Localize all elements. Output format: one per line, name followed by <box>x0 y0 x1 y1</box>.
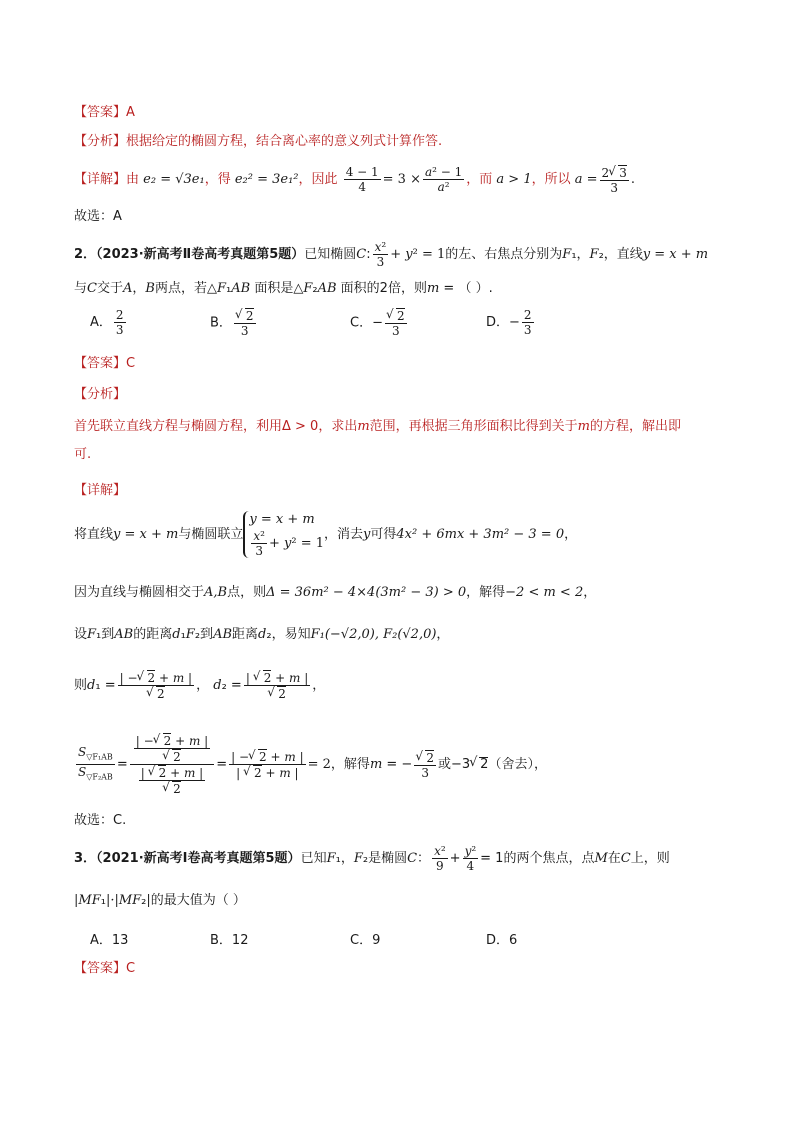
question-text: 的最大值为（ ） <box>150 893 246 908</box>
option-label: B． <box>210 315 232 331</box>
question-text: 已知 <box>300 851 327 866</box>
detail-text: 点，则 <box>227 585 267 600</box>
detail-text: 与椭圆联立 <box>178 527 244 542</box>
detail-line-1: 【详解】由 e₂ = √3e₁，得 e₂² = 3e₁²，因此 $\frac{4 - 1}{4}$ = 3 × $\frac{\text{a² − 1}}{\text{a²}}$ ，而 a > 1，所以 a = $\frac{2√ 3}{3}$ . <box>74 162 635 198</box>
detail-tag-2 <box>74 482 126 500</box>
question-text: 两点，若 <box>154 281 207 296</box>
fraction-2sqrt3-over-3: $\frac{2√ 3}{3}$ <box>600 165 629 195</box>
detail-text: 或 <box>437 757 451 772</box>
detail-text: （舍去）， <box>488 757 547 772</box>
detail-tag: 【详解】 <box>74 483 127 498</box>
detail-text: 到 <box>200 627 214 642</box>
answer-tag: 【答案】 <box>74 356 127 371</box>
equation-system: y = x + m $\frac{\text{x²}}{3}$ + y² = 1 <box>243 511 324 558</box>
detail-text: 距离 <box>232 627 259 642</box>
detail-step-3: 设F₁到AB的距离d₁F₂到AB距离d₂，易知F₁(−√2,0), F₂(√2,0)， <box>74 627 450 642</box>
option-b[interactable]: B． √ $\frac{2}{3}$ <box>210 308 258 338</box>
detail-step-1: 将直线y = x + m与椭圆联立 y = x + m $\frac{\text{x²}}{3}$ + y² = 1 ，消去y可得4x² + 6mx + 3m² − 3 = 0， <box>74 512 578 558</box>
question-text: 交于 <box>96 281 123 296</box>
detail-text: ，解得 <box>466 585 506 600</box>
eq-e2: e₂ = √3e₁ <box>143 172 205 187</box>
option-b[interactable]: B．12 <box>210 933 249 948</box>
distance-ratio: | −√ 2 + m | √ 2 | √ 2 + m | √ 2 <box>130 733 215 796</box>
fraction-a2-1-over-a2: $\frac{\text{a² − 1}}{\text{a²}}$ <box>424 165 463 194</box>
question-source: （2021·新高考Ⅰ卷高考真题第5题） <box>96 851 301 866</box>
fraction-x2-over-3: $\frac{\text{x²}}{3}$ <box>374 240 387 269</box>
detail-text: ，所以 <box>531 172 571 187</box>
detail-text: ，而 <box>466 172 493 187</box>
option-c[interactable]: C．− √ $\frac{2}{3}$ <box>350 308 409 338</box>
answer-value: C <box>126 356 136 371</box>
option-d[interactable]: D．− $\frac{2}{3}$ <box>486 308 532 337</box>
eq-equals-2: = 2 <box>307 757 331 772</box>
detail-text: ， <box>564 527 578 542</box>
detail-text: ，消去 <box>323 527 363 542</box>
detail-step-4: 则d₁ = | −√ 2 + m | √ 2 ， d₂ = | √ 2 + m | √ 2 ， <box>74 668 325 704</box>
area-ratio: $\frac{S_{▽F_1AB}}{S_{▽F_2AB}}$ <box>78 744 113 782</box>
detail-text: ， <box>312 678 326 693</box>
detail-text: ，因此 <box>298 172 338 187</box>
detail-text: ，得 <box>204 172 231 187</box>
eq-line: y = x + m <box>642 247 709 262</box>
analysis-tag: 【分析】 <box>74 387 127 402</box>
detail-text: 设 <box>74 627 88 642</box>
detail-text: 由 <box>126 172 140 187</box>
analysis-text-2: 首先联立直线方程与椭圆方程，利用Δ > 0，求出m范围，再根据三角形面积比得到关于m的方程，解出即 <box>74 419 682 434</box>
detail-text: 将直线 <box>74 527 114 542</box>
eq-discriminant: Δ = 36m² − 4×4(3m² − 3) > 0 <box>266 585 467 600</box>
option-label: C． <box>350 315 373 331</box>
detail-text: ， <box>196 678 210 693</box>
eq-quadratic: 4x² + 6mx + 3m² − 3 = 0 <box>396 527 565 542</box>
question-number: 3． <box>74 851 97 866</box>
question-text: 与 <box>74 281 88 296</box>
detail-text: ，解得 <box>330 757 370 772</box>
answer-line-1 <box>74 104 135 122</box>
question-source: （2023·新高考Ⅱ卷高考真题第5题） <box>96 247 305 262</box>
question-text: ，直线 <box>603 247 643 262</box>
eq-a: a = <box>574 172 598 187</box>
option-d[interactable]: D．6 <box>486 933 518 948</box>
detail-text: 可得 <box>370 527 397 542</box>
analysis-text: 范围，再根据三角形面积比得到关于 <box>369 419 578 434</box>
question-text: 已知椭圆 <box>304 247 357 262</box>
question-3-line-1: 3．（2021·新高考Ⅰ卷高考真题第5题）已知F₁，F₂是椭圆C： $\frac{\text{x²}}{9}$ + $\frac{\text{y²}}{4}$ = 1的两个焦点，点M在C上，则 <box>74 844 670 873</box>
analysis-line-1 <box>74 133 442 151</box>
option-c[interactable]: C．9 <box>350 933 381 948</box>
option-label: D． <box>486 315 510 330</box>
detail-text: ，易知 <box>271 627 311 642</box>
detail-text: ， <box>583 585 597 600</box>
option-a[interactable]: A． $\frac{2}{3}$ <box>90 308 124 337</box>
answer-value: C <box>126 961 136 976</box>
detail-text: 则 <box>74 678 88 693</box>
question-text: 在 <box>607 851 621 866</box>
question-2-line-2: 与C交于A，B两点，若△F₁AB 面积是△F₂AB 面积的2倍，则m = （ ）. <box>74 281 493 296</box>
analysis-tag: 【分析】 <box>74 134 127 149</box>
question-text: 面积是 <box>254 281 294 296</box>
answer-line-3 <box>74 960 135 978</box>
detail-step-2: 因为直线与椭圆相交于A,B点，则Δ = 36m² − 4×4(3m² − 3) > 0，解得−2 < m < 2， <box>74 585 597 600</box>
eq-e2-squared: e₂² = 3e₁² <box>234 172 299 187</box>
analysis-text: 根据给定的椭圆方程，结合离心率的意义列式计算作答. <box>126 134 443 149</box>
question-text: 是椭圆 <box>368 851 408 866</box>
question-text: 的左、右焦点分别为 <box>445 247 563 262</box>
detail-text: ， <box>436 627 450 642</box>
question-3-line-2: |MF₁|·|MF₂|的最大值为（ ） <box>74 893 246 908</box>
analysis-text: 首先联立直线方程与椭圆方程，利用Δ > 0，求出 <box>74 419 358 434</box>
analysis-tag-2 <box>74 386 126 404</box>
question-text: 的两个焦点，点 <box>503 851 595 866</box>
answer-tag: 【答案】 <box>74 961 127 976</box>
fraction-4-1-over-4: $\frac{4 - 1}{4}$ <box>345 165 379 194</box>
eq-m-range: −2 < m < 2 <box>505 585 584 600</box>
eq-a-gt-1: a > 1 <box>496 172 532 187</box>
question-number: 2． <box>74 247 97 262</box>
simplified-ratio: $\frac{| -√ 2 + m |}{| √ 2 + m |}$ <box>229 749 306 780</box>
question-text: 面积的2倍，则 <box>340 281 427 296</box>
analysis-text: 的方程，解出即 <box>590 419 682 434</box>
question-2-line-1: 2．（2023·新高考Ⅱ卷高考真题第5题）已知椭圆C: $\frac{\text{x²}}{3}$ + y² = 1的左、右焦点分别为F₁，F₂，直线y = x + m <box>74 240 709 269</box>
conclusion-1: 故选：A <box>74 209 122 224</box>
answer-line-2 <box>74 355 135 373</box>
option-label: A． <box>90 315 112 330</box>
question-text: （ ）. <box>458 281 493 296</box>
detail-text: 因为直线与椭圆相交于 <box>74 585 205 600</box>
analysis-text-2b: 可. <box>74 447 92 462</box>
detail-tag: 【详解】 <box>74 172 127 187</box>
question-text: 上，则 <box>630 851 670 866</box>
conclusion-2: 故选：C. <box>74 813 127 828</box>
detail-text: 到 <box>101 627 115 642</box>
option-a[interactable]: A．13 <box>90 933 129 948</box>
answer-tag: 【答案】 <box>74 105 127 120</box>
answer-value: A <box>126 105 135 120</box>
detail-step-5: $\frac{S_{▽F_1AB}}{S_{▽F_2AB}}$ = | −√ 2 + m | √ 2 | √ 2 + m | √ 2 = $\frac{| -√ 2 + m |}{| √ 2 + m |}$ = 2，解得m = − √ $\frac{2}{3}$ 或−3√ 2（舍去）， <box>74 730 547 800</box>
detail-text: 的距离 <box>133 627 173 642</box>
eq-foci: F₁(−√2,0), F₂(√2,0) <box>310 627 437 642</box>
